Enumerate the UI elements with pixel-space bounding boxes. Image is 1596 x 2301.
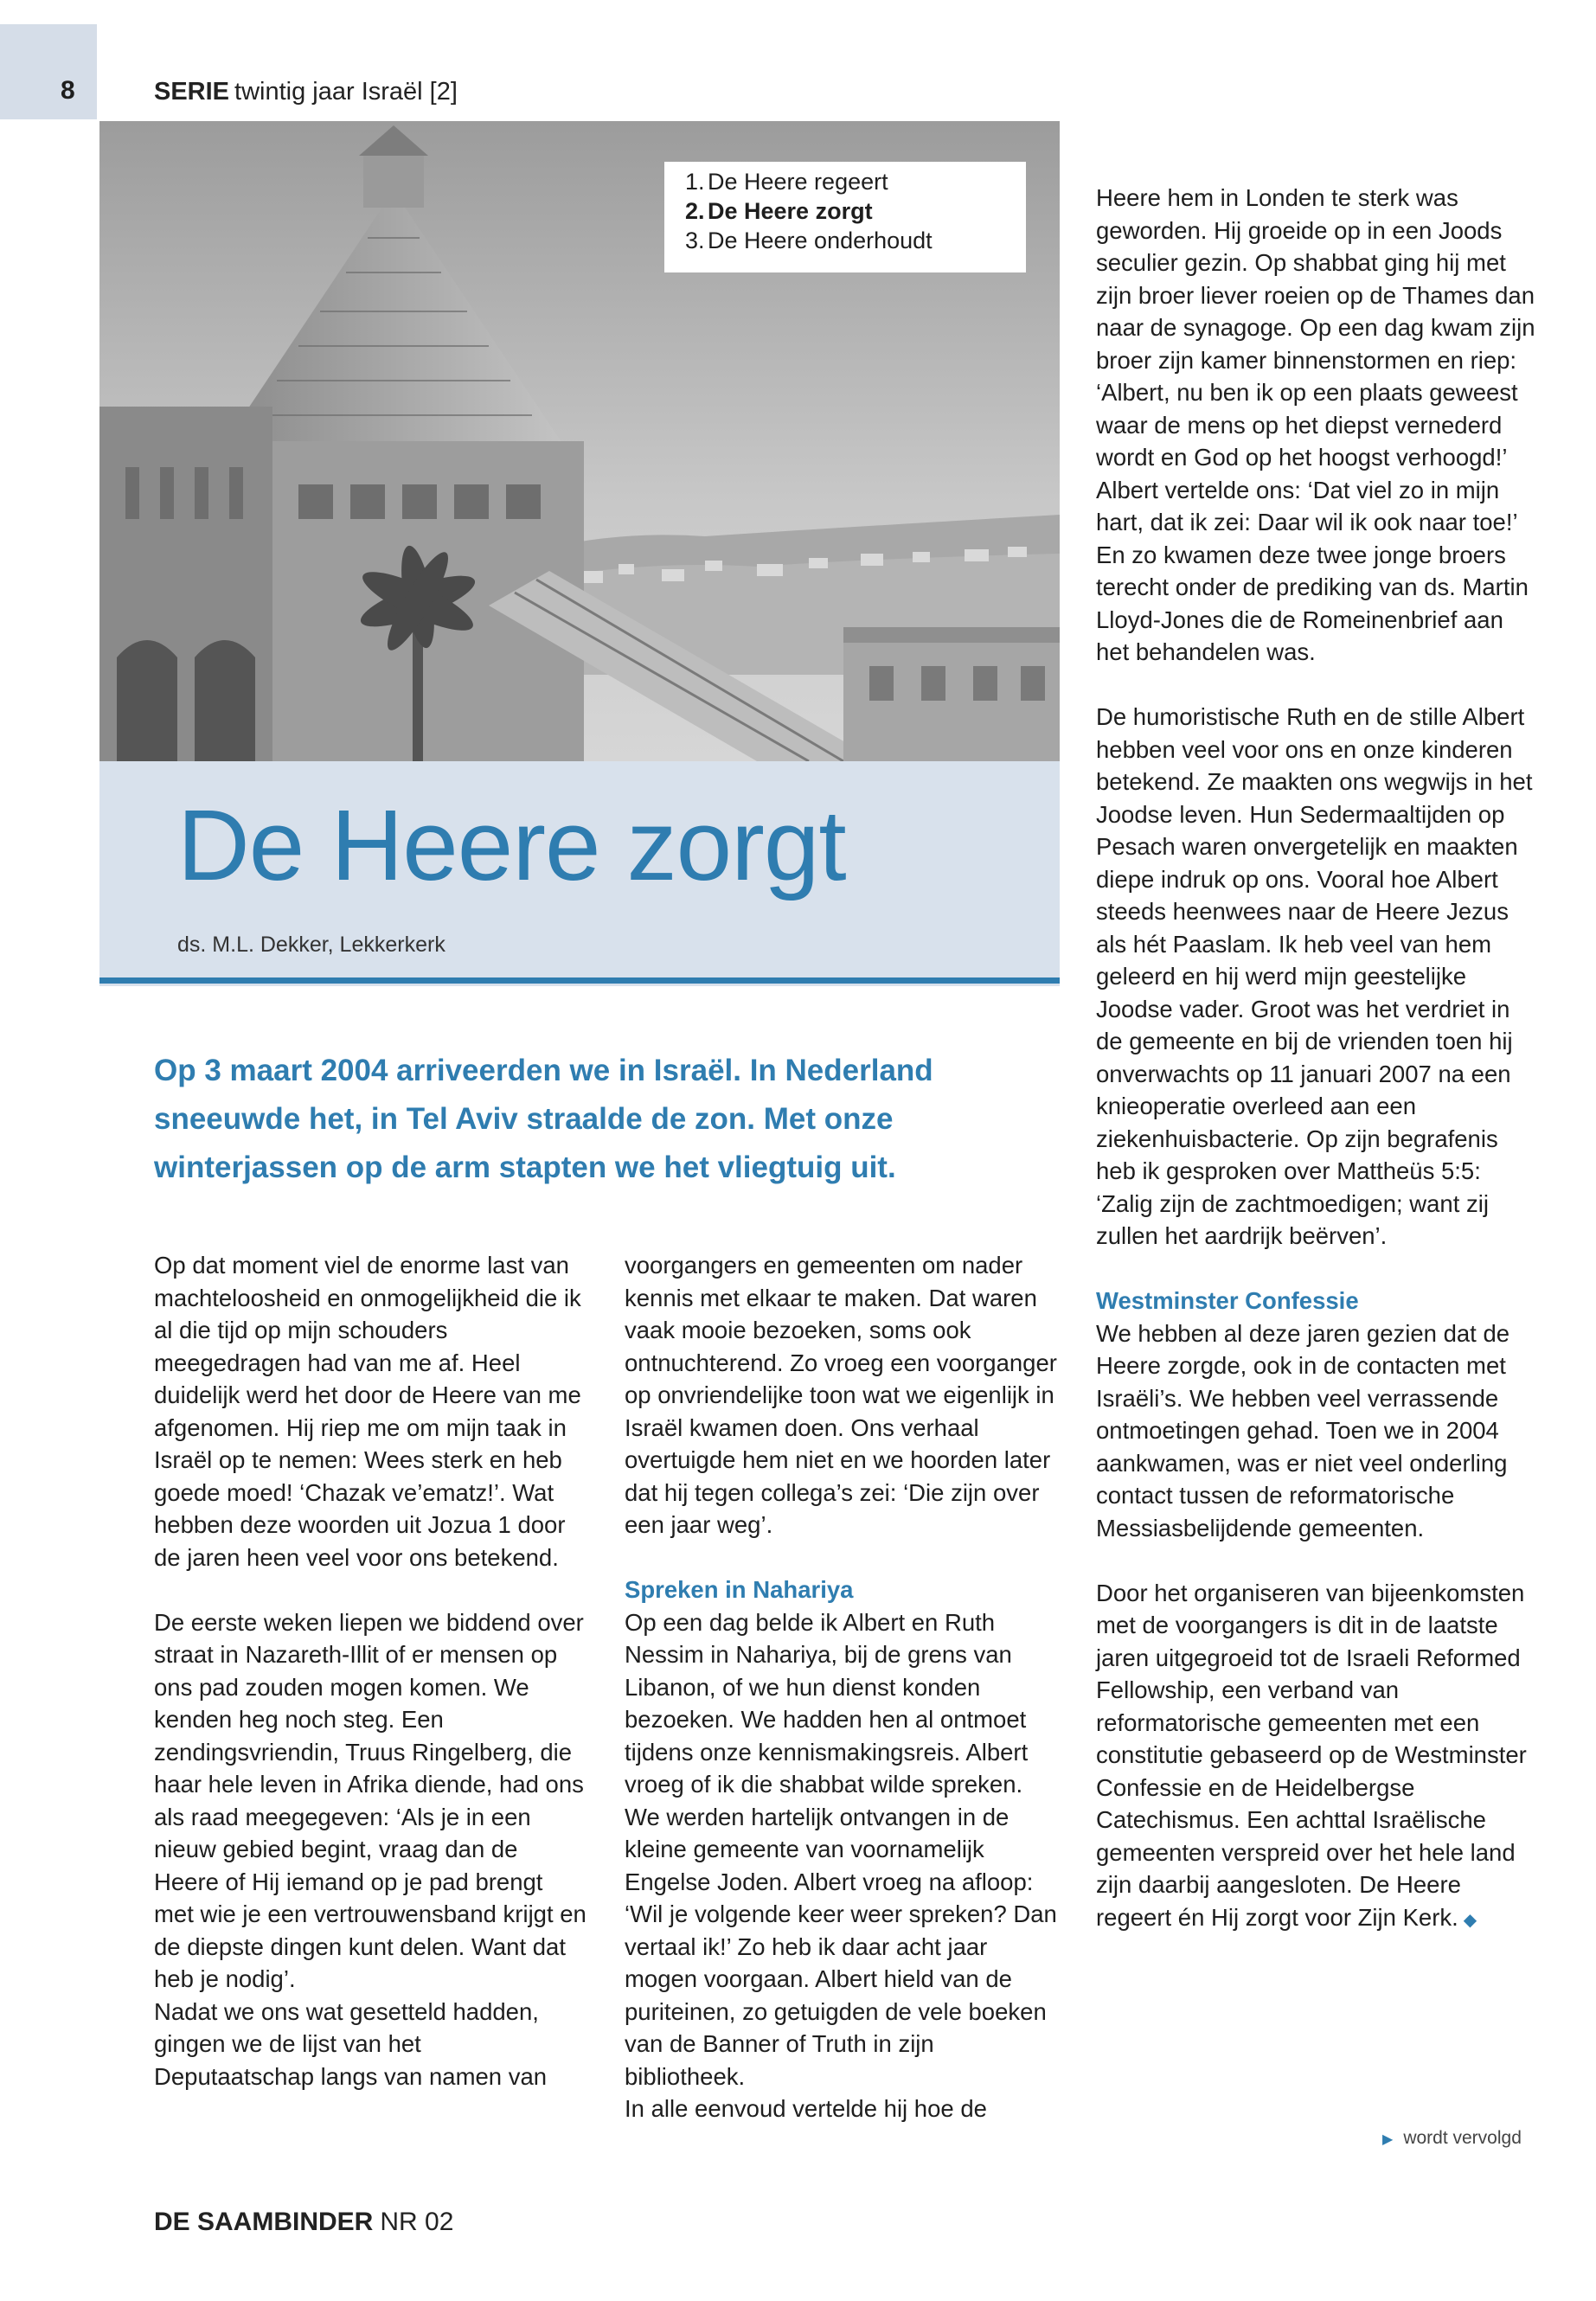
paragraph: voorgangers en gemeenten om nader kennis met elkaar te maken. Dat waren vaak mooie bezoeken, soms ook ontnuchterend. Zo vroeg een voorganger op onvriendelijke toon wat we eigenlijk in Israël kwamen doen. Ons verhaal overtuigde hem niet en we hoorden later dat hij tegen collega’s zei: ‘Die zijn over een jaar weg’. — [625, 1252, 1057, 1538]
article-title: De Heere zorgt — [177, 789, 846, 901]
paragraph: Op een dag belde ik Albert en Ruth Nessim in Nahariya, bij de grens van Libanon, of we hun dienst konden bezoeken. We hadden hen al ontmoet tijdens onze kennismakingsreis. Albert vroeg of ik die shabbat wilde spreken. We werden hartelijk ontvangen in de kleine gemeente van voornamelijk Engelse Joden. Albert vroeg na afloop: ‘Wil je volgende keer weer spreken? Dan vertaal ik!’ Zo heb ik daar acht jaar mogen voorgaan. Albert hield van de puriteinen, zo getuigden de vele boeken van de Banner of Truth in zijn bibliotheek. — [625, 1608, 1057, 2090]
page-number-tab — [0, 24, 97, 119]
paragraph: Door het organiseren van bijeenkomsten met de voorgangers is dit in de laatste jaren uitgegroeid tot de Israeli Reformed Fellowship, een verband van reformatorische gemeenten met een constitutie gebaseerd op de Westminster Confessie en de Heidelbergse Catechismus. Een achttal Israëlische gemeenten verspreid over het hele land zijn daarbij aangesloten. De Heere regeert én Hij zorgt voor Zijn Kerk. — [1096, 1579, 1527, 1931]
paragraph: We hebben al deze jaren gezien dat de Heere zorgde, ook in de contacten met Israëli’s. We hebben veel verrassende ontmoetingen gehad. Toen we in 2004 aankwamen, was er niet veel onderling contact tussen de reformatorische Messiasbelijdende gemeenten. — [1096, 1319, 1510, 1541]
footer — [154, 2208, 453, 2237]
running-head — [154, 78, 458, 106]
series-title: twintig jaar Israël [2] — [234, 78, 458, 106]
series-item-2-current: 2. De Heere zorgt — [685, 198, 873, 224]
paragraph: Op dat moment viel de enorme last van machteloosheid en onmogelijkheid die ik al die tijd op mijn schouders meegedragen had van me af. Heel duidelijk werd het door de Heere van me afgenomen. Hij riep me om mijn taak in Israël op te nemen: Wees sterk en heb goede moed! ‘Chazak ve’ematz!’. Wat hebben deze woorden uit Jozua 1 door de jaren heen veel voor ons betekend. — [154, 1252, 581, 1571]
paragraph: Albert vertelde ons: ‘Dat viel zo in mijn hart, dat ik zei: Daar wil ik ook naar toe!’ En zo kwamen deze twee jonge broers terecht onder de prediking van ds. Martin Lloyd-Jones die de Romeinenbrief aan het behandelen was. — [1096, 476, 1529, 665]
article-lead: Op 3 maart 2004 arriveerden we in Israël. In Nederland sneeuwde het, in Tel Aviv straalde de zon. Met onze winterjassen op de arm stapten we het vliegtuig uit. — [154, 1054, 933, 1184]
end-of-article-diamond-icon: ◆ — [1463, 1910, 1477, 1930]
continued-label: wordt vervolgd — [1403, 2128, 1522, 2148]
magazine-name: DE SAAMBINDER — [154, 2208, 374, 2236]
paragraph: De humoristische Ruth en de stille Albert hebben veel voor ons en onze kinderen betekend. Ze maakten ons wegwijs in het Joodse leven. Hun Sedermaaltijden op Pesach waren onvergetelijk en maakten diepe indruk op ons. Vooral hoe Albert steeds heenwees naar de Heere Jezus als hét Paaslam. Ik heb veel van hem geleerd en hij werd mijn geestelijke Joodse vader. Groot was het verdriet in de gemeente en bij de vrienden toen hij onverwachts op 11 januari 2007 na een knieoperatie overleed aan een ziekenhuisbacterie. Op zijn begrafenis heb ik gesproken over Mattheüs 5:5: ‘Zalig zijn de zachtmoedigen; want zij zullen het aardrijk beërven’. — [1096, 703, 1533, 1249]
paragraph: In alle eenvoud vertelde hij hoe de — [625, 2095, 987, 2122]
series-label: SERIE — [154, 78, 230, 106]
triangle-right-icon: ▶ — [1382, 2132, 1394, 2147]
article-byline: ds. M.L. Dekker, Lekkerkerk — [177, 933, 445, 957]
series-list — [685, 167, 1026, 255]
title-rule — [99, 977, 1060, 984]
text-column-2 — [625, 1249, 1057, 2125]
page-number: 8 — [61, 76, 75, 105]
paragraph: De eerste weken liepen we biddend over straat in Nazareth-Illit of er mensen op ons pad zouden mogen komen. We kenden heg noch steg. Een zendingsvriendin, Truus Ringelberg, die haar hele leven in Afrika diende, had ons als raad meegegeven: ‘Als je in een nieuw gebied begint, vraag dan de Heere of Hij iemand op je pad brengt met wie je een vertrouwensband krijgt en de diepste dingen kunt delen. Want dat heb je nodig’. — [154, 1608, 586, 1992]
paragraph: Nadat we ons wat gesetteld hadden, gingen we de lijst van het Deputaatschap langs van namen van — [154, 1997, 548, 2090]
paragraph: Heere hem in Londen te sterk was geworden. Hij groeide op in een Joods seculier gezin. Op shabbat ging hij met zijn broer liever roeien op de Thames dan naar de synagoge. Op een dag kwam zijn broer zijn kamer binnenstormen en riep: ‘Albert, nu ben ik op een plaats geweest waar de mens op het diepst vernederd wordt en God op het hoogst verhoogd!’ — [1096, 184, 1535, 471]
text-column-1 — [154, 1249, 586, 2093]
series-item-3: 3. De Heere onderhoudt — [685, 228, 933, 253]
series-overview-box — [664, 162, 1026, 272]
subheading-westminster-confessie: Westminster Confessie — [1096, 1287, 1359, 1314]
continued-note — [1382, 2128, 1522, 2149]
issue-number: NR 02 — [380, 2208, 454, 2236]
series-item-1: 1. De Heere regeert — [685, 169, 888, 195]
text-column-3 — [1096, 182, 1537, 1937]
subheading-spreken-in-nahariya: Spreken in Nahariya — [625, 1576, 854, 1603]
